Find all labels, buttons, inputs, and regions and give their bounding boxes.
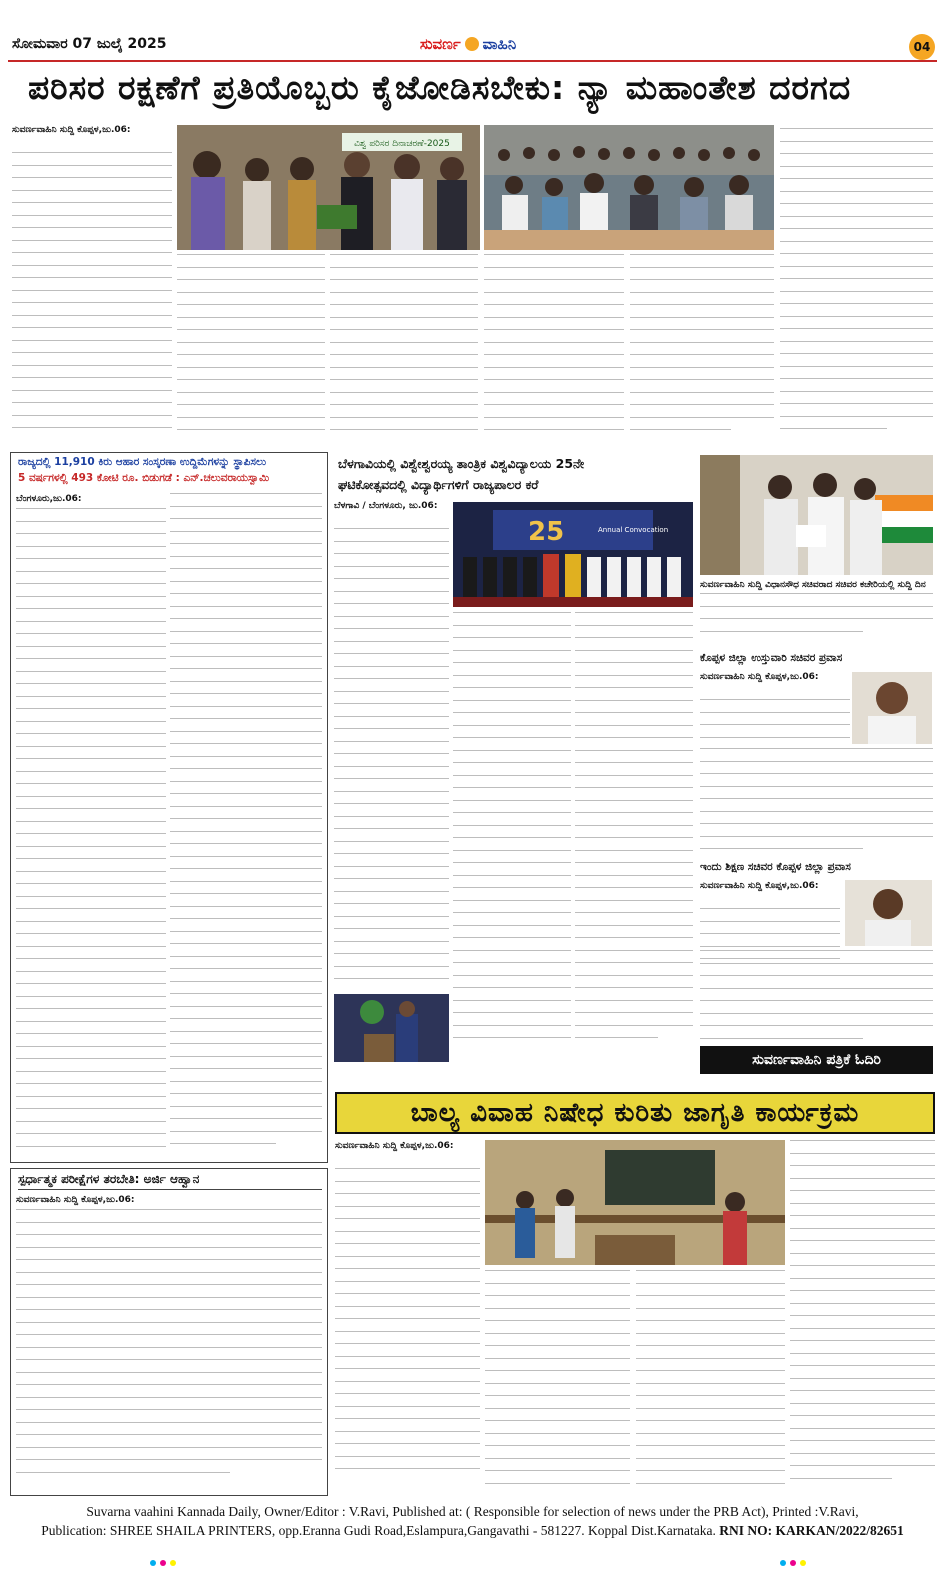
story5-column-body — [700, 748, 933, 852]
main-story-column-4 — [484, 254, 624, 446]
text-lines — [780, 128, 933, 441]
text-lines — [700, 593, 933, 641]
stage-subtitle-text: Annual Convocation — [598, 526, 669, 534]
text-lines — [790, 1140, 935, 1490]
story3-photo-convocation — [453, 502, 693, 607]
registration-mark-yellow — [170, 1560, 176, 1566]
registration-mark-cyan-right — [780, 1560, 786, 1566]
text-lines — [700, 748, 933, 852]
story4-caption — [700, 579, 933, 641]
rni-number: RNI NO: KARKAN/2022/82651 — [719, 1523, 904, 1538]
masthead — [0, 0, 945, 62]
logo-text-part2: ವಾಹಿನಿ — [482, 35, 517, 53]
logo-text-part1: ಸುವರ್ಣ — [419, 35, 461, 53]
story7-title: ಸ್ಪರ್ಧಾತ್ಮಕ ಪರೀಕ್ಷೆಗಳ ತರಬೇತಿ: ಅರ್ಜಿ ಆಹ್ವಾನ — [18, 1172, 322, 1190]
text-lines — [575, 612, 693, 1050]
registration-mark-cyan — [150, 1560, 156, 1566]
promo-banner-read-newspaper: ಸುವರ್ಣವಾಹಿನಿ ಪತ್ರಿಕೆ ಓದಿರಿ — [700, 1046, 933, 1074]
story8-dateline: ಸುವರ್ಣವಾಹಿನಿ ಸುದ್ದಿ ಕೊಪ್ಪಳ,ಜು.06: — [335, 1141, 454, 1151]
story4-photo-meeting — [700, 455, 933, 575]
main-story-photo-ceremony — [177, 125, 480, 250]
newspaper-logo — [378, 33, 558, 55]
story8-column-4 — [790, 1140, 935, 1496]
story8-column-3 — [636, 1270, 785, 1496]
registration-mark-magenta-right — [790, 1560, 796, 1566]
text-lines — [330, 254, 478, 442]
story8-column-2 — [485, 1270, 630, 1496]
text-lines — [334, 528, 449, 990]
main-story-column-5 — [630, 254, 774, 446]
logo-sun-icon — [465, 37, 479, 51]
stage-banner-text: ವಿಶ್ವ ಪರಿಸರ ದಿನಾಚರಣೆ-2025 — [354, 139, 450, 149]
text-lines — [16, 508, 166, 1157]
main-story-dateline: ಸುವರ್ಣವಾಹಿನಿ ಸುದ್ದಿ ಕೊಪ್ಪಳ,ಜು.06: — [12, 125, 131, 135]
story2-title-line2: 5 ವರ್ಷಗಳಲ್ಲಿ 493 ಕೋಟಿ ರೂ. ಬಿಡುಗಡೆ : ಎನ್.ಚಲುವರಾಯಸ್ವಾಮಿ — [18, 472, 270, 484]
story5-title: ಕೊಪ್ಪಳ ಜಿಲ್ಲಾ ಉಸ್ತುವಾರಿ ಸಚಿವರ ಪ್ರವಾಸ — [700, 652, 843, 664]
story8-title-banner: ಬಾಲ್ಯ ವಿವಾಹ ನಿಷೇಧ ಕುರಿತು ಜಾಗೃತಿ ಕಾರ್ಯಕ್ರಮ — [335, 1092, 935, 1134]
story6-dateline: ಸುವರ್ಣವಾಹಿನಿ ಸುದ್ದಿ ಕೊಪ್ಪಳ,ಜು.06: — [700, 881, 819, 891]
story6-portrait-minister — [845, 880, 932, 946]
text-lines — [335, 1168, 480, 1481]
text-lines — [16, 1209, 322, 1484]
story7-column — [16, 1194, 322, 1492]
story3-column-3 — [575, 612, 693, 1062]
text-lines — [485, 1270, 630, 1495]
story6-title: ಇಂದು ಶಿಕ್ಷಣ ಸಚಿವರ ಕೊಪ್ಪಳ ಜಿಲ್ಲಾ ಪ್ರವಾಸ — [700, 861, 851, 873]
story5-column-intro — [700, 671, 850, 743]
registration-mark-yellow-right — [800, 1560, 806, 1566]
story8-column-1 — [335, 1140, 480, 1496]
main-story-column-2 — [177, 254, 325, 446]
imprint-footer — [0, 1502, 945, 1542]
story3-photo-governor — [334, 994, 449, 1062]
story3-column-1 — [334, 500, 449, 990]
story3-column-2 — [453, 612, 571, 1062]
text-lines — [453, 612, 571, 1050]
story2-title-line1: ರಾಜ್ಯದಲ್ಲಿ 11,910 ಕಿರು ಆಹಾರ ಸಂಸ್ಕರಣಾ ಉದ್ದಿಮೆಗಳನ್ನು ಸ್ಥಾಪಿಸಲು — [18, 456, 267, 468]
story5-portrait-minister — [852, 672, 932, 744]
text-lines — [630, 254, 774, 442]
story3-title-line2: ಘಟಿಕೋತ್ಸವದಲ್ಲಿ ವಿದ್ಯಾರ್ಥಿಗಳಿಗೆ ರಾಜ್ಯಪಾಲರ ಕರೆ — [338, 477, 539, 492]
story2-column-2 — [170, 493, 322, 1157]
story7-dateline: ಸುವರ್ಣವಾಹಿನಿ ಸುದ್ದಿ ಕೊಪ್ಪಳ,ಜು.06: — [16, 1195, 135, 1205]
imprint-address: Publication: SHREE SHAILA PRINTERS, opp.Eranna Gudi Road,Eslampura,Gangavathi - 581227. Koppal Dist.Karnataka. — [41, 1523, 716, 1538]
registration-mark-magenta — [160, 1560, 166, 1566]
text-lines — [636, 1270, 785, 1495]
main-story-column-1 — [12, 124, 172, 446]
page-number-badge: 04 — [909, 34, 935, 60]
story4-caption-text: ಸುವರ್ಣವಾಹಿನಿ ಸುದ್ದಿ ವಿಧಾನಸೌಧ ಸಚಿವರಾದ ಸಚಿವರ ಕಚೇರಿಯಲ್ಲಿ ಸುದ್ದಿ ದಿನ — [700, 580, 926, 590]
main-story-column-3 — [330, 254, 478, 446]
story2-dateline: ಬೆಂಗಳೂರು,ಜು.06: — [16, 494, 82, 504]
main-story-photo-audience — [484, 125, 774, 250]
main-headline: ಪರಿಸರ ರಕ್ಷಣೆಗೆ ಪ್ರತಿಯೊಬ್ಬರು ಕೈಜೋಡಿಸಬೇಕು: ನ್ಯಾ ಮಹಾಂತೇಶ ದರಗದ — [28, 68, 852, 107]
story6-column-body — [700, 950, 933, 1042]
stage-25-text: 25 — [528, 517, 565, 547]
text-lines — [700, 950, 933, 1042]
text-lines — [700, 699, 850, 743]
text-lines — [484, 254, 624, 442]
imprint-line1: Suvarna vaahini Kannada Daily, Owner/Editor : V.Ravi, Published at: ( Responsible for selection of news under the PRB Act), Printed :V.Ravi, — [86, 1504, 859, 1519]
story3-dateline: ಬೆಳಗಾವಿ / ಬೆಂಗಳೂರು, ಜು.06: — [334, 501, 438, 511]
text-lines — [170, 493, 322, 1156]
story8-photo-awareness-program — [485, 1140, 785, 1265]
text-lines — [12, 152, 172, 440]
masthead-divider — [8, 60, 937, 62]
issue-date: ಸೋಮವಾರ 07 ಜುಲೈ 2025 — [12, 36, 167, 52]
imprint-line2 — [0, 1521, 945, 1540]
main-story-column-6 — [780, 124, 933, 446]
story2-column-1 — [16, 493, 166, 1157]
text-lines — [177, 254, 325, 442]
story5-dateline: ಸುವರ್ಣವಾಹಿನಿ ಸುದ್ದಿ ಕೊಪ್ಪಳ,ಜು.06: — [700, 672, 819, 682]
story3-title-line1: ಬೆಳಗಾವಿಯಲ್ಲಿ ವಿಶ್ವೇಶ್ವರಯ್ಯ ತಾಂತ್ರಿಕ ವಿಶ್ವವಿದ್ಯಾಲಯ 25ನೇ — [338, 456, 585, 471]
